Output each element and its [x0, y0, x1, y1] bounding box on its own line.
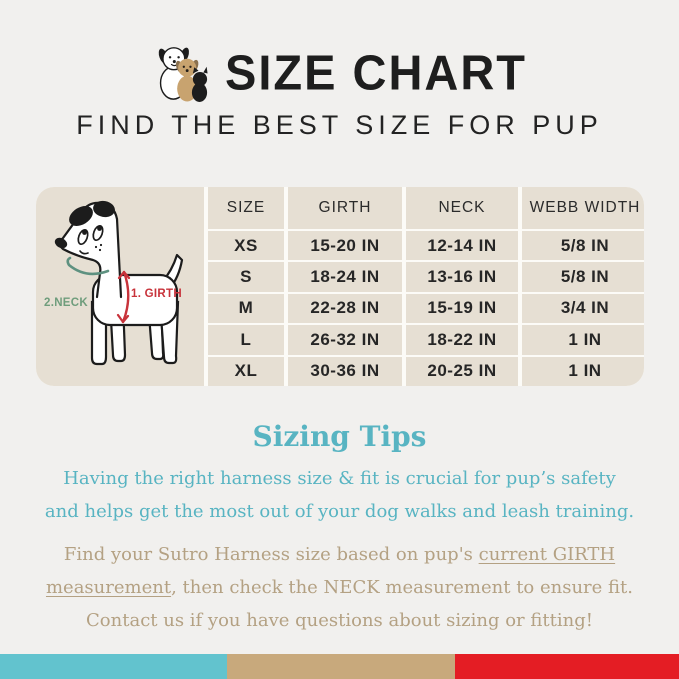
tan-stripe [227, 654, 455, 679]
girth-label: 1. GIRTH [131, 288, 182, 300]
neck-cell: 18-22 IN [406, 325, 518, 354]
size-cell: L [208, 325, 284, 354]
girth-cell: 26-32 IN [288, 325, 402, 354]
p2-text: Find your Sutro Harness size based on pup's [63, 544, 479, 565]
size-cell: S [208, 262, 284, 291]
p2-underlined-girth: current GIRTH [478, 544, 616, 565]
sizing-tips-heading: Sizing Tips [252, 420, 427, 453]
header [0, 40, 679, 104]
footer-stripes [0, 654, 679, 679]
webb-cell: 5/8 IN [522, 262, 644, 291]
red-stripe [455, 654, 679, 679]
neck-cell: 15-19 IN [406, 294, 518, 323]
p2-text: , then check the NECK measurement to ensure fit. [171, 577, 633, 598]
sizing-tips-paragraph-1 [20, 462, 659, 528]
p1-line2: and helps get the most out of your dog walks and leash training. [44, 501, 635, 522]
girth-cell: 18-24 IN [288, 262, 402, 291]
webb-cell: 3/4 IN [522, 294, 644, 323]
sizing-tips-paragraph-2 [20, 538, 659, 637]
p2-text: Contact us if you have questions about sizing or fitting! [86, 610, 593, 631]
size-cell: XL [208, 357, 284, 386]
webb-cell: 5/8 IN [522, 231, 644, 260]
webb-cell: 1 IN [522, 325, 644, 354]
column-header-girth: GIRTH [288, 187, 402, 229]
column-header-webb-width: WEBB WIDTH [522, 187, 644, 229]
size-cell: M [208, 294, 284, 323]
neck-cell: 20-25 IN [406, 357, 518, 386]
girth-cell: 15-20 IN [288, 231, 402, 260]
webb-cell: 1 IN [522, 357, 644, 386]
girth-cell: 30-36 IN [288, 357, 402, 386]
p1-line1: Having the right harness size & fit is crucial for pup’s safety [63, 468, 616, 489]
column-header-neck: NECK [406, 187, 518, 229]
page-title: SIZE CHART [225, 44, 527, 100]
neck-label: 2.NECK [44, 297, 88, 309]
dog-measurement-diagram [36, 187, 204, 386]
size-chart-panel [36, 187, 644, 386]
three-dogs-icon [152, 43, 209, 102]
size-cell: XS [208, 231, 284, 260]
teal-stripe [0, 654, 227, 679]
p2-underlined-measurement: measurement [45, 577, 172, 598]
page-subtitle: FIND THE BEST SIZE FOR PUP [76, 110, 603, 140]
column-header-size: SIZE [208, 187, 284, 229]
dog-illustration [36, 187, 204, 386]
girth-cell: 22-28 IN [288, 294, 402, 323]
neck-cell: 12-14 IN [406, 231, 518, 260]
neck-cell: 13-16 IN [406, 262, 518, 291]
